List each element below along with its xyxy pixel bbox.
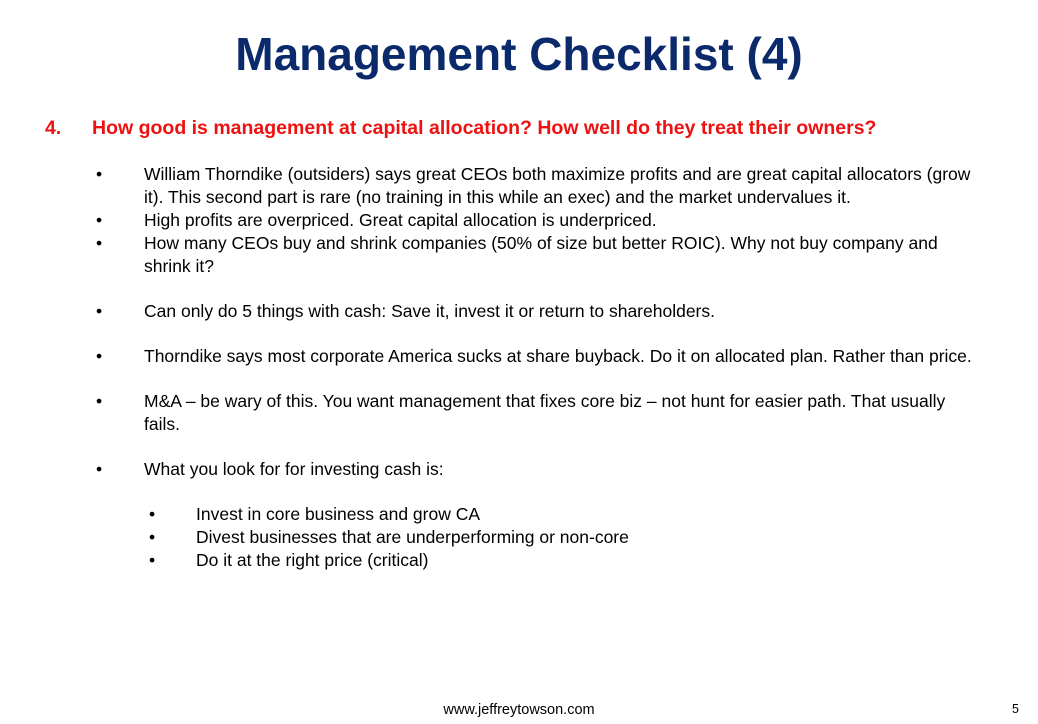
list-item	[96, 458, 986, 572]
bullet-icon: •	[96, 346, 103, 366]
bullet-icon: •	[96, 233, 103, 253]
bullet-list	[96, 163, 986, 572]
bullet-text: What you look for for investing cash is:	[144, 459, 444, 479]
sub-bullet-text: Do it at the right price (critical)	[196, 550, 429, 570]
question-text: How good is management at capital allocation? How well do they treat their owners?	[92, 117, 877, 139]
bullet-text: High profits are overpriced. Great capital allocation is underpriced.	[144, 210, 657, 230]
bullet-text: William Thorndike (outsiders) says great CEOs both maximize profits and are great capital allocators (grow it). This second part is rare (no training in this while an exec) and the market undervalues it.	[144, 164, 971, 207]
bullet-icon: •	[96, 164, 103, 184]
question-number: 4.	[45, 117, 62, 139]
sub-bullet-icon: •	[149, 504, 156, 524]
bullet-text: M&A – be wary of this. You want management that fixes core biz – not hunt for easier path. That usually fails.	[144, 391, 946, 434]
question-heading	[45, 116, 876, 140]
bullet-icon: •	[96, 301, 103, 321]
sub-list-item	[149, 503, 991, 526]
slide-title: Management Checklist (4)	[235, 28, 803, 80]
bullet-icon: •	[96, 391, 103, 411]
list-item	[96, 300, 986, 323]
bullet-text: Thorndike says most corporate America sucks at share buyback. Do it on allocated plan. Rather than price.	[144, 346, 972, 366]
page-number: 5	[1012, 702, 1019, 716]
sub-bullet-icon: •	[149, 527, 156, 547]
list-item	[96, 163, 986, 209]
bullet-icon: •	[96, 210, 103, 230]
sub-bullet-list	[149, 503, 991, 572]
list-item	[96, 390, 986, 436]
bullet-icon: •	[96, 459, 103, 479]
sub-list-item	[149, 526, 991, 549]
sub-bullet-text: Divest businesses that are underperforming or non-core	[196, 527, 629, 547]
bullet-text: Can only do 5 things with cash: Save it, invest it or return to shareholders.	[144, 301, 715, 321]
bullet-text: How many CEOs buy and shrink companies (50% of size but better ROIC). Why not buy company and shrink it?	[144, 233, 938, 276]
sub-bullet-text: Invest in core business and grow CA	[196, 504, 481, 524]
sub-list-item	[149, 549, 991, 572]
list-item	[96, 232, 986, 278]
list-item	[96, 209, 986, 232]
sub-bullet-icon: •	[149, 550, 156, 570]
list-item	[96, 345, 986, 368]
footer-website: www.jeffreytowson.com	[443, 702, 595, 718]
